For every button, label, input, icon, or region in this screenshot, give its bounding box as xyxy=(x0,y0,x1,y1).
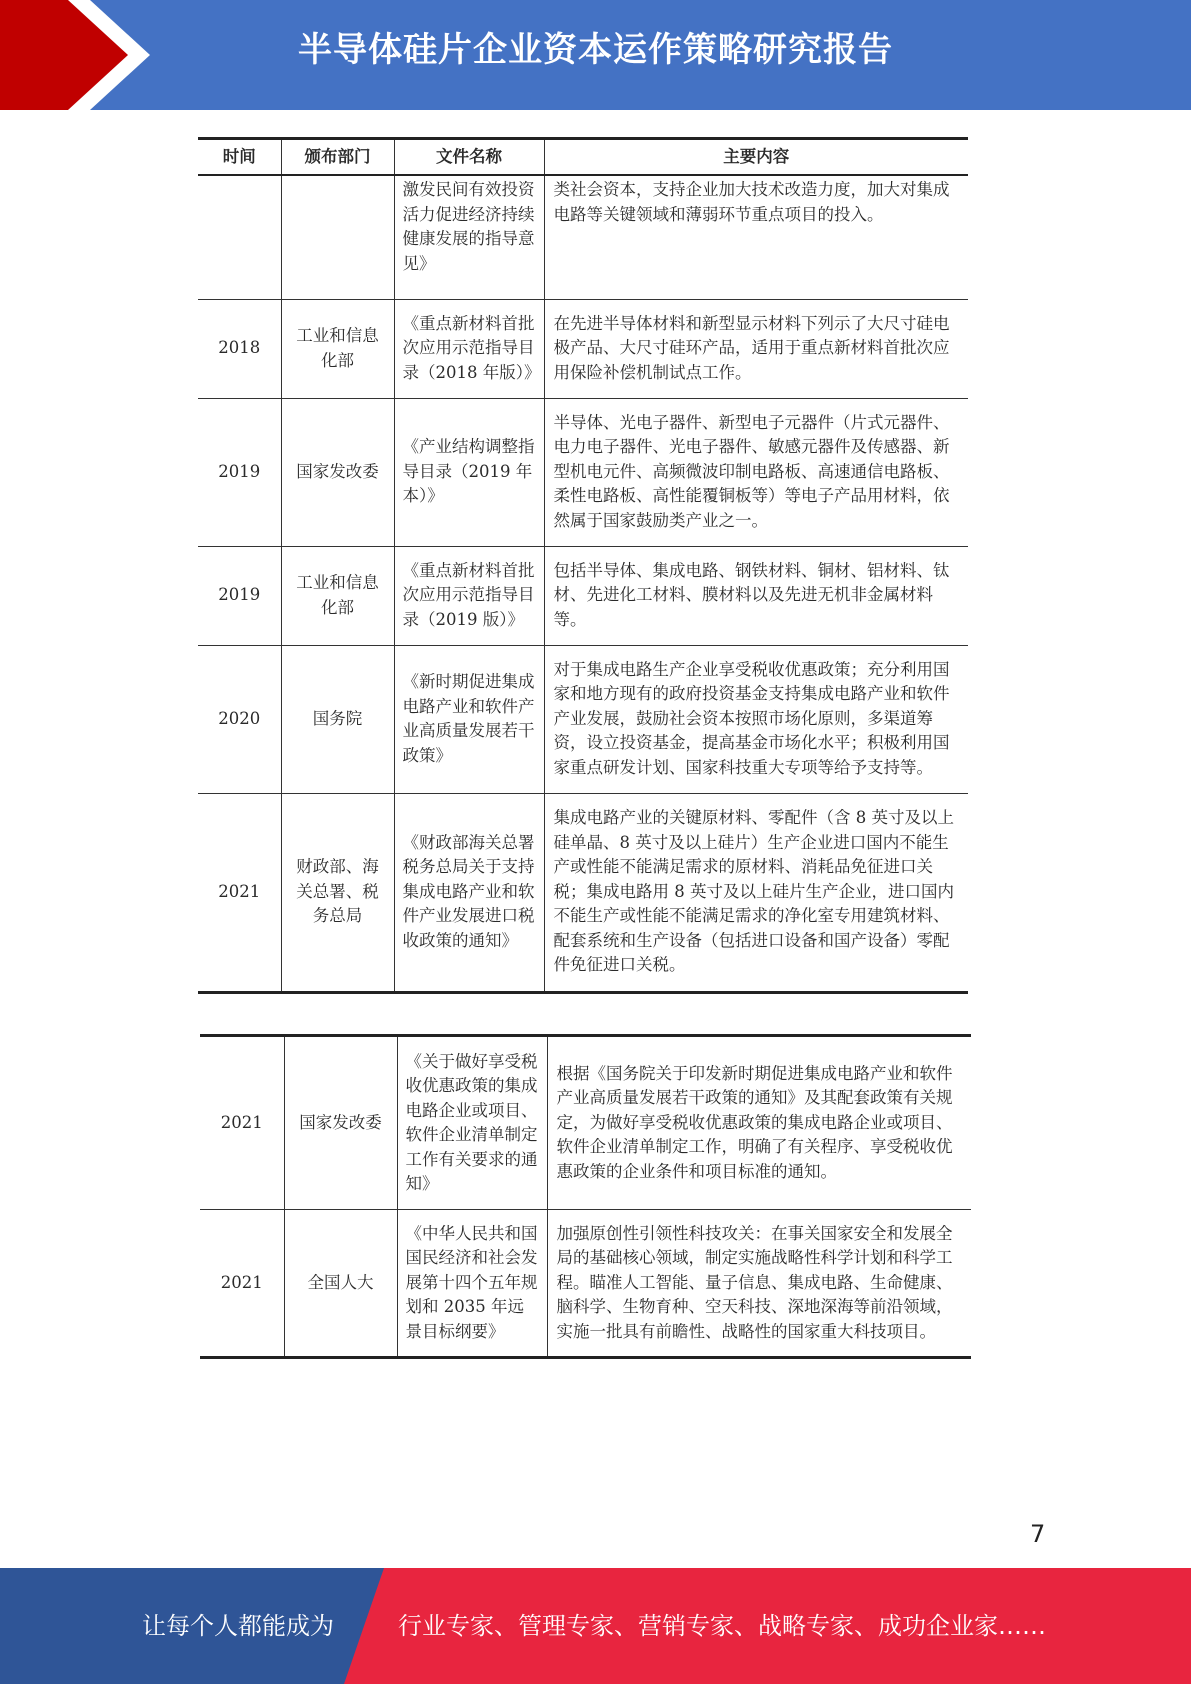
report-title: 半导体硅片企业资本运作策略研究报告 xyxy=(298,30,893,70)
cell-dept: 工业和信息化部 xyxy=(281,546,394,645)
cell-year xyxy=(198,175,281,299)
cell-dept: 全国人大 xyxy=(284,1210,397,1358)
cell-year: 2019 xyxy=(198,546,281,645)
page-number: 7 xyxy=(1030,1520,1046,1548)
column-header-time: 时间 xyxy=(198,139,281,176)
cell-doc: 《财政部海关总署税务总局关于支持集成电路产业和软件产业发展进口税收政策的通知》 xyxy=(394,793,544,992)
table-row xyxy=(198,299,968,398)
cell-dept: 国家发改委 xyxy=(281,398,394,546)
cell-content: 加强原创性引领性科技攻关：在事关国家安全和发展全局的基础核心领域，制定实施战略性科学计划和科学工程。瞄准人工智能、量子信息、集成电路、生命健康、脑科学、生物育种、空天科技、深地深海等前沿领域，实施一批具有前瞻性、战略性的国家重大科技项目。 xyxy=(547,1210,971,1358)
cell-doc: 《中华人民共和国国民经济和社会发展第十四个五年规划和 2035 年远景目标纲要》 xyxy=(397,1210,547,1358)
cell-content: 半导体、光电子器件、新型电子元器件（片式元器件、电力电子器件、光电子器件、敏感元器件及传感器、新型机电元件、高频微波印制电路板、高速通信电路板、柔性电路板、高性能覆铜板等）等电子产品用材料，依然属于国家鼓励类产业之一。 xyxy=(544,398,968,546)
cell-content: 类社会资本，支持企业加大技术改造力度，加大对集成电路等关键领域和薄弱环节重点项目的投入。 xyxy=(544,175,968,299)
table-row xyxy=(198,175,968,299)
cell-year: 2021 xyxy=(200,1210,284,1358)
cell-content: 集成电路产业的关键原材料、零配件（含 8 英寸及以上硅单晶、8 英寸及以上硅片）生产企业进口国内不能生产或性能不能满足需求的原材料、消耗品免征进口关税；集成电路用 8 英寸及以上硅片生产企业，进口国内不能生产或性能不能满足需求的净化室专用建筑材料、配套系统和生产设备（包括进口设备和国产设备）零配件免征进口关税。 xyxy=(544,793,968,992)
cell-doc: 《重点新材料首批次应用示范指导目录（2018 年版）》 xyxy=(394,299,544,398)
policy-table-part-1 xyxy=(198,137,968,994)
table-row xyxy=(198,398,968,546)
cell-year: 2020 xyxy=(198,645,281,793)
column-header-dept: 颁布部门 xyxy=(281,139,394,176)
table-header-row xyxy=(198,139,968,176)
cell-dept: 国家发改委 xyxy=(284,1036,397,1210)
policy-table-part-2 xyxy=(200,1034,971,1359)
cell-doc: 《新时期促进集成电路产业和软件产业高质量发展若干政策》 xyxy=(394,645,544,793)
cell-year: 2018 xyxy=(198,299,281,398)
table-row xyxy=(200,1210,971,1358)
cell-dept: 财政部、海关总署、税务总局 xyxy=(281,793,394,992)
column-header-doc: 文件名称 xyxy=(394,139,544,176)
cell-content: 根据《国务院关于印发新时期促进集成电路产业和软件产业高质量发展若干政策的通知》及其配套政策有关规定，为做好享受税收优惠政策的集成电路企业或项目、软件企业清单制定工作，明确了有关程序、享受税收优惠政策的企业条件和项目标准的通知。 xyxy=(547,1036,971,1210)
cell-doc: 《关于做好享受税收优惠政策的集成电路企业或项目、软件企业清单制定工作有关要求的通知》 xyxy=(397,1036,547,1210)
table-row xyxy=(198,645,968,793)
cell-doc: 《产业结构调整指导目录（2019 年本）》 xyxy=(394,398,544,546)
cell-year: 2019 xyxy=(198,398,281,546)
table-row xyxy=(198,546,968,645)
footer-slogan-lead: 让每个人都能成为 xyxy=(142,1612,334,1640)
cell-year: 2021 xyxy=(200,1036,284,1210)
cell-content: 在先进半导体材料和新型显示材料下列示了大尺寸硅电极产品、大尺寸硅环产品，适用于重点新材料首批次应用保险补偿机制试点工作。 xyxy=(544,299,968,398)
footer-banner xyxy=(0,1568,1191,1684)
cell-content: 包括半导体、集成电路、钢铁材料、铜材、铝材料、钛材、先进化工材料、膜材料以及先进无机非金属材料等。 xyxy=(544,546,968,645)
cell-content: 对于集成电路生产企业享受税收优惠政策；充分利用国家和地方现有的政府投资基金支持集成电路产业和软件产业发展，鼓励社会资本按照市场化原则，多渠道筹资，设立投资基金，提高基金市场化水平；积极利用国家重点研发计划、国家科技重大专项等给予支持等。 xyxy=(544,645,968,793)
cell-doc: 《重点新材料首批次应用示范指导目录（2019 版）》 xyxy=(394,546,544,645)
cell-doc: 激发民间有效投资活力促进经济持续健康发展的指导意见》 xyxy=(394,175,544,299)
table-row xyxy=(200,1036,971,1210)
table-row xyxy=(198,793,968,992)
header-banner xyxy=(0,0,1191,110)
footer-slogan-roles: 行业专家、管理专家、营销专家、战略专家、成功企业家…… xyxy=(398,1612,1046,1640)
cell-dept xyxy=(281,175,394,299)
cell-year: 2021 xyxy=(198,793,281,992)
cell-dept: 工业和信息化部 xyxy=(281,299,394,398)
column-header-content: 主要内容 xyxy=(544,139,968,176)
cell-dept: 国务院 xyxy=(281,645,394,793)
